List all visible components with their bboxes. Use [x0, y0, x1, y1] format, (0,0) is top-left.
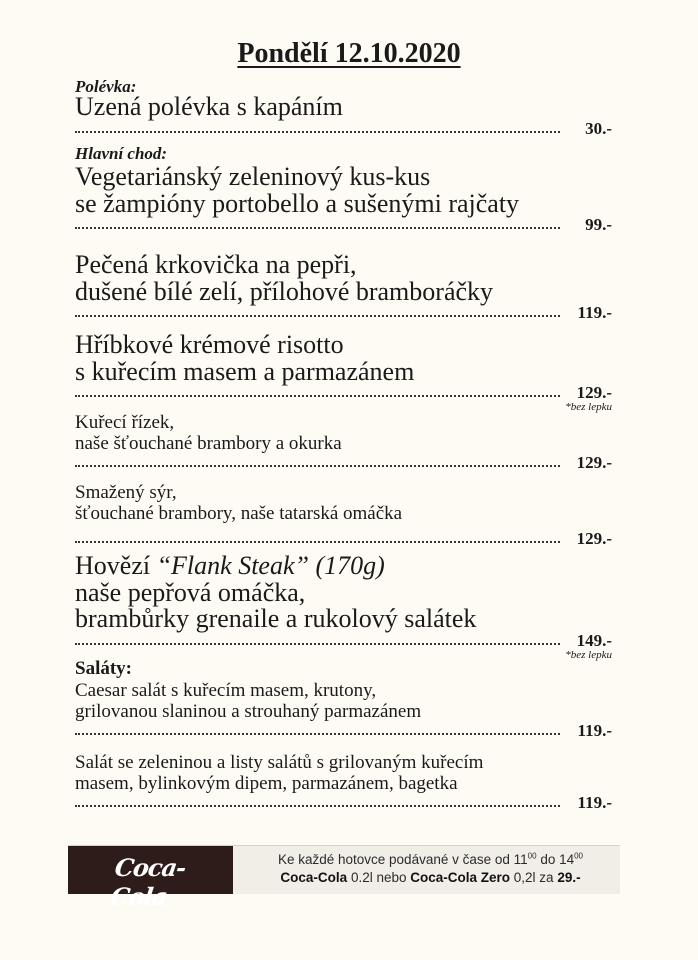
menu-item-chicken-salad: [75, 752, 615, 813]
item-name: Uzená polévka s kapáním: [75, 92, 343, 121]
coca-cola-logo: Coca-Cola: [108, 853, 188, 911]
item-desc: grilovanou slaninou a strouhaný parmazánem: [75, 701, 422, 723]
menu-item-soup: [75, 94, 615, 139]
item-desc: masem, bylinkovým dipem, parmazánem, bagetka: [75, 773, 458, 795]
promo-line-2: Coca-Cola 0.2l nebo Coca-Cola Zero 0,2l za 29.-: [280, 870, 581, 886]
coca-cola-logo-box: [68, 846, 233, 911]
section-soup: Polévka:: [75, 77, 137, 96]
item-desc: se žampióny portobello a sušenými rajčaty: [75, 188, 520, 218]
item-price: 119.-: [577, 720, 612, 740]
item-name: Smažený sýr,: [75, 482, 177, 503]
item-price: 99.-: [585, 215, 612, 235]
promo-text: [243, 851, 618, 887]
item-name: Hříbkové krémové risotto: [75, 330, 344, 359]
section-main: Hlavní chod:: [75, 144, 168, 163]
gluten-free-note: *bez lepku: [565, 401, 612, 414]
item-desc: šťouchané brambory, naše tatarská omáčka: [75, 503, 403, 525]
section-salads: Saláty:: [75, 658, 132, 679]
page-title: Pondělí 12.10.2020: [237, 38, 461, 69]
item-name: Pečená krkovička na pepři,: [75, 250, 357, 279]
item-price: 149.-: [576, 630, 612, 650]
item-name: Kuřecí řízek,: [75, 412, 175, 433]
item-desc: naše šťouchané brambory a okurka: [75, 433, 342, 455]
item-price: 129.-: [576, 452, 612, 472]
item-name: Hovězí “Flank Steak” (170g): [75, 551, 385, 580]
item-desc: s kuřecím masem a parmazánem: [75, 356, 415, 386]
item-price: 129.-: [576, 383, 612, 403]
item-price: 129.-: [576, 528, 612, 548]
item-desc: dušené bílé zelí, přílohové bramboráčky: [75, 276, 494, 306]
menu-item-schnitzel: [75, 412, 615, 473]
promo-line-1: Ke každé hotovce podávané v čase od $11^{00}$ do $14^{00}$: [277, 851, 584, 867]
menu-item-flank-steak: [75, 551, 615, 661]
item-desc-2: brambůrky grenaile a rukolový salátek: [75, 604, 477, 634]
coca-cola-promo-banner: [68, 845, 620, 911]
item-price: 30.-: [585, 118, 612, 138]
menu-item-pork: [75, 252, 615, 323]
item-name: Vegetariánský zeleninový kus-kus: [75, 162, 431, 191]
menu-item-fried-cheese: [75, 482, 615, 549]
item-name: Salát se zeleninou a listy salátů s grilovaným kuřecím: [75, 752, 484, 773]
item-name: Caesar salát s kuřecím masem, krutony,: [75, 680, 377, 701]
menu-item-caesar: [75, 680, 615, 741]
menu-item-couscous: [75, 164, 615, 235]
item-price: 119.-: [577, 303, 612, 323]
gluten-free-note: *bez lepku: [565, 648, 612, 661]
menu-item-risotto: [75, 330, 615, 414]
item-desc: naše pepřová omáčka,: [75, 577, 306, 607]
item-price: 119.-: [577, 792, 612, 812]
